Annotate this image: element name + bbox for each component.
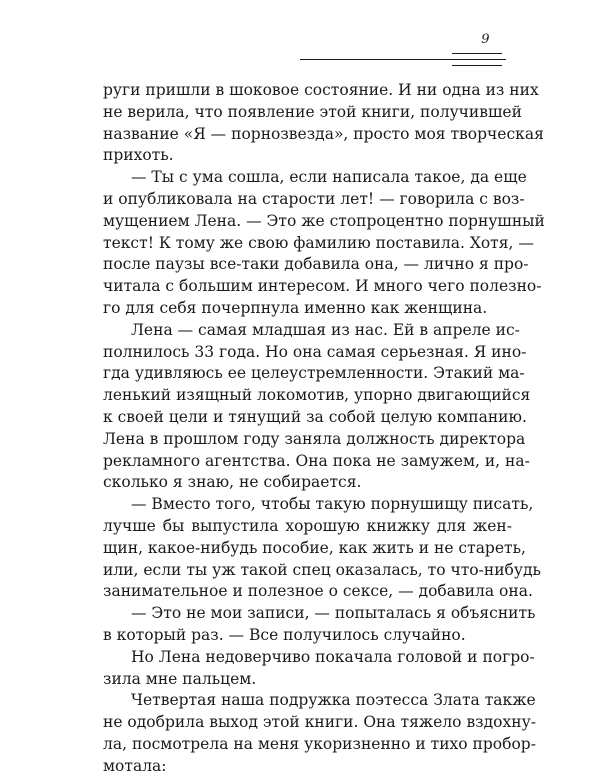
text-line: мущением Лена. — Это же стопроцентно порнушный bbox=[103, 211, 545, 230]
text-line: и опубликовала на старости лет! — говорила с воз- bbox=[103, 189, 525, 208]
text-line: текст! К тому же свою фамилию поставила. Хотя, — bbox=[103, 233, 534, 252]
paragraph bbox=[103, 690, 536, 777]
text-line: рекламного агентства. Она пока не замужем, и, на- bbox=[103, 451, 530, 470]
paragraph bbox=[103, 603, 536, 647]
header-rule-bottom bbox=[452, 65, 502, 66]
text-line: сколько я знаю, не собирается. bbox=[103, 473, 362, 492]
text-line: ла, посмотрела на меня укоризненно и тихо пробор- bbox=[103, 734, 536, 753]
text-line: гда удивляюсь ее целеустремленности. Этакий ма- bbox=[103, 364, 525, 383]
text-line: Четвертая наша подружка поэтесса Злата также bbox=[131, 691, 536, 710]
text-line: после паузы все-таки добавила она, — лично я про- bbox=[103, 255, 529, 274]
paragraph bbox=[103, 320, 531, 494]
text-line: название «Я — порнозвезда», просто моя творческая bbox=[103, 124, 544, 143]
page-number: 9 bbox=[481, 32, 490, 47]
text-line: полнилось 33 года. Но она самая серьезная. Я ино- bbox=[103, 342, 527, 361]
text-line: прихоть. bbox=[103, 146, 174, 165]
text-line: мотала: bbox=[103, 756, 167, 775]
paragraph bbox=[103, 647, 535, 691]
text-line: занимательное и полезное о сексе, — добавила она. bbox=[103, 582, 533, 601]
paragraph bbox=[103, 494, 541, 603]
text-line: не верила, что появление этой книги, получившей bbox=[103, 102, 522, 121]
text-line: Но Лена недоверчиво покачала головой и погро- bbox=[131, 647, 535, 666]
text-line: не одобрила выход этой книги. Она тяжело вздохну- bbox=[103, 713, 536, 732]
running-header bbox=[300, 28, 506, 68]
text-line: — Вместо того, чтобы такую порнушищу писать, bbox=[131, 495, 534, 514]
header-rule-middle bbox=[300, 59, 506, 60]
text-line: в который раз. — Все получилось случайно. bbox=[103, 625, 466, 644]
text-line: Лена в прошлом году заняла должность директора bbox=[103, 429, 526, 448]
text-line: или, если ты уж такой спец оказалась, то что-нибудь bbox=[103, 560, 541, 579]
text-line: ленький изящный локомотив, упорно двигающийся bbox=[103, 386, 531, 405]
paragraph bbox=[103, 80, 544, 167]
text-line: Лена — самая младшая из нас. Ей в апреле ис- bbox=[131, 320, 520, 339]
text-line: — Это не мои записи, — попыталась я объяснить bbox=[131, 604, 536, 623]
paragraph bbox=[103, 167, 545, 320]
page-body-text bbox=[103, 80, 545, 778]
text-line: зила мне пальцем. bbox=[103, 669, 257, 688]
text-line: читала с большим интересом. И много чего полезно- bbox=[103, 277, 542, 296]
text-line: щин, какое-нибудь пособие, как жить и не стареть, bbox=[103, 538, 526, 557]
text-line: к своей цели и тянущий за собой целую компанию. bbox=[103, 407, 527, 426]
text-line: руги пришли в шоковое состояние. И ни одна из них bbox=[103, 81, 539, 99]
text-line: лучше бы выпустила хорошую книжку для жен- bbox=[103, 516, 512, 535]
text-line: — Ты с ума сошла, если написала такое, да еще bbox=[131, 168, 527, 187]
header-rule-top bbox=[452, 53, 502, 54]
text-line: го для себя почерпнула именно как женщина. bbox=[103, 298, 488, 317]
